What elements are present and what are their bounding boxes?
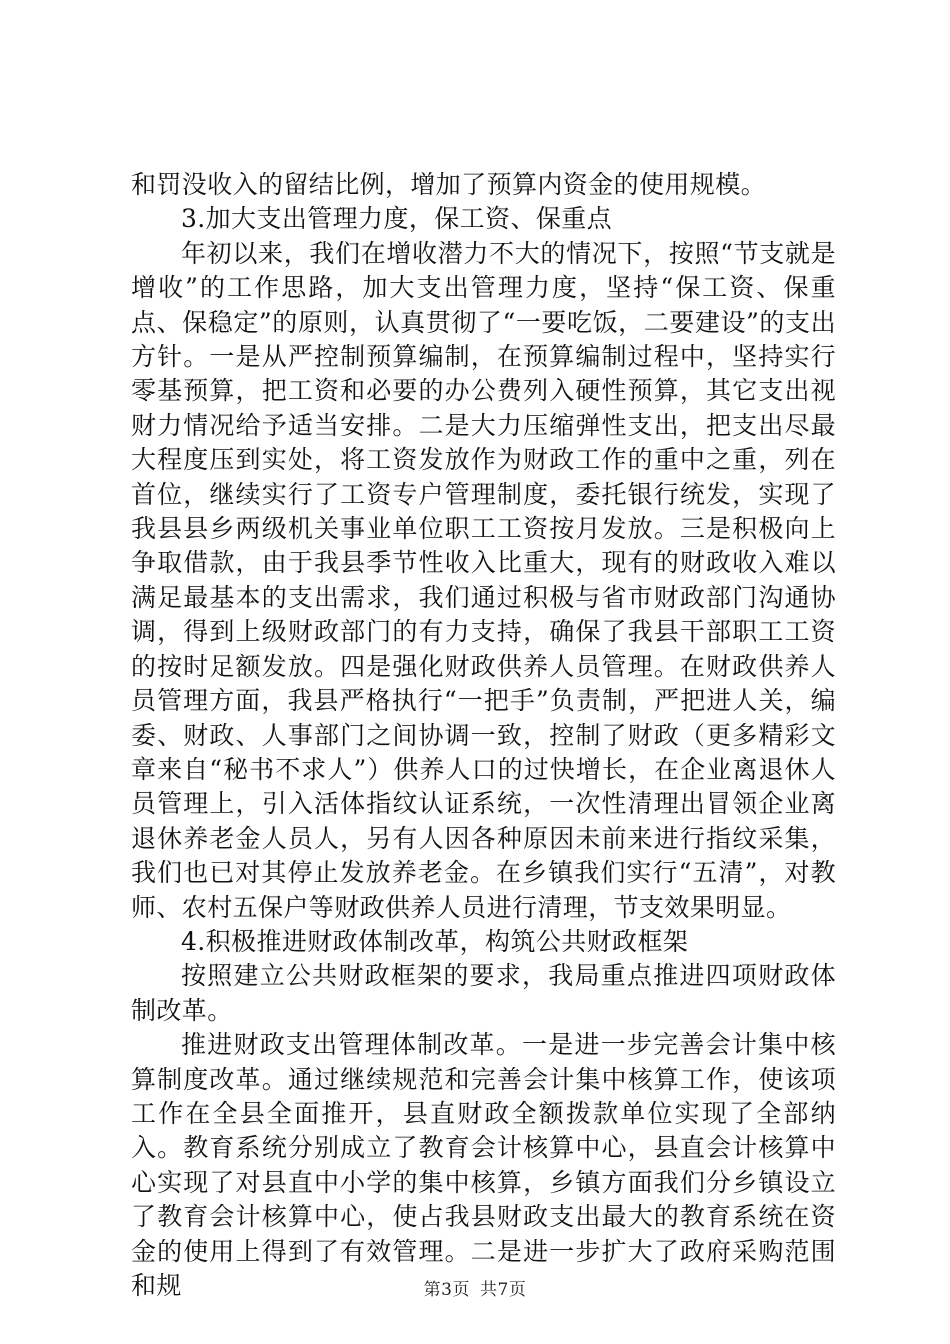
section-heading-4: 4.积极推进财政体制改革，构筑公共财政框架 xyxy=(181,926,689,956)
page-footer xyxy=(0,1275,950,1300)
page-number: 第3页 xyxy=(423,1280,470,1300)
paragraph-expenditure-management: 年初以来，我们在增收潜力不大的情况下，按照“节支就是增收”的工作思路，加大支出管理力度，坚持“保工资、保重点、保稳定”的原则，认真贯彻了“一要吃饭，二要建设”的支出方针。一是从严控制预算编制，在预算编制过程中，坚持实行零基预算，把工资和必要的办公费列入硬性预算，其它支出视财力情况给予适当安排。二是大力压缩弹性支出，把支出尽最大程度压到实处，将工资发放作为财政工作的重中之重，列在首位，继续实行了工资专户管理制度，委托银行统发，实现了我县县乡两级机关事业单位职工工资按月发放。三是积极向上争取借款，由于我县季节性收入比重大，现有的财政收入难以满足最基本的支出需求，我们通过积极与省市财政部门沟通协调，得到上级财政部门的有力支持，确保了我县干部职工工资的按时足额发放。四是强化财政供养人员管理。在财政供养人员管理方面，我县严格执行“一把手”负责制，严把进人关，编委、财政、人事部门之间协调一致，控制了财政（更多精彩文章来自“秘书不求人”）供养人口的过快增长，在企业离退休人员管理上，引入活体指纹认证系统，一次性清理出冒领企业离退休养老金人员人，另有人因各种原因未前来进行指纹采集，我们也已对其停止发放养老金。在乡镇我们实行“五清”，对教师、农村五保户等财政供养人员进行清理，节支效果明显。 xyxy=(131,238,836,922)
document-body xyxy=(131,168,836,1303)
page-total: 共7页 xyxy=(480,1280,527,1300)
paragraph-expenditure-reform: 推进财政支出管理体制改革。一是进一步完善会计集中核算制度改革。通过继续规范和完善会计集中核算工作，使该项工作在全县全面推开，县直财政全额拨款单位实现了全部纳入。教育系统分别成立了教育会计核算中心，县直会计核算中心实现了对县直中小学的集中核算，乡镇方面我们分乡镇设立了教育会计核算中心，使占我县财政支出最大的教育系统在资金的使用上得到了有效管理。二是进一步扩大了政府采购范围和规 xyxy=(131,1030,836,1300)
paragraph-continuation: 和罚没收入的留结比例，增加了预算内资金的使用规模。 xyxy=(131,170,767,199)
section-heading-3: 3.加大支出管理力度，保工资、保重点 xyxy=(181,204,613,234)
paragraph-reform-intro: 按照建立公共财政框架的要求，我局重点推进四项财政体制改革。 xyxy=(131,961,836,1025)
